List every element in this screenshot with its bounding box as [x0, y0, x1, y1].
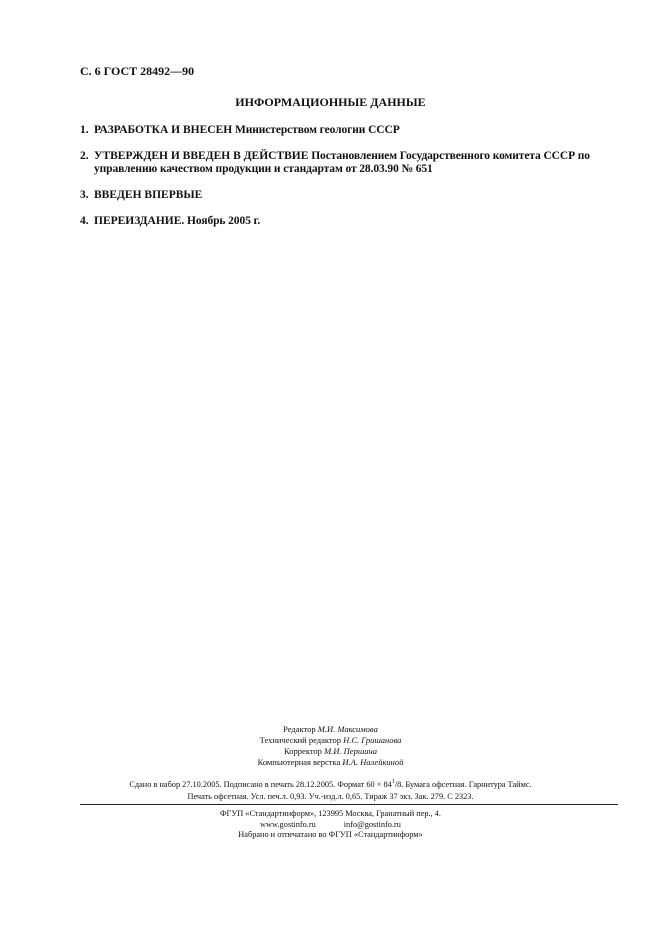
format-numerator: 1	[391, 779, 395, 785]
item-number: 1.	[80, 124, 89, 136]
credit-line	[0, 757, 661, 768]
print-imprint	[0, 776, 661, 803]
info-item-development	[80, 124, 620, 137]
publisher-info	[0, 809, 661, 841]
credit-name: И.А. Налейкиной	[342, 757, 404, 767]
editorial-credits	[0, 724, 661, 768]
credit-role: Редактор	[283, 724, 316, 734]
credit-line	[0, 724, 661, 735]
credit-line	[0, 735, 661, 746]
item-lead: ВВЕДЕН ВПЕРВЫЕ	[94, 189, 203, 201]
item-number: 3.	[80, 189, 89, 201]
imprint-text: . Бумага офсетная. Гарнитура Таймс.	[401, 780, 532, 789]
credit-role: Компьютерная верстка	[257, 757, 341, 767]
page-header: С. 6 ГОСТ 28492—90	[80, 64, 195, 78]
credit-name: Н.С. Гришанова	[343, 735, 402, 745]
credit-name: М.И. Першина	[324, 746, 377, 756]
divider	[80, 804, 618, 805]
item-text: Ноябрь 2005 г.	[184, 215, 261, 227]
format-denominator: /8	[394, 780, 402, 789]
credit-role: Корректор	[284, 746, 322, 756]
item-number: 2.	[80, 150, 89, 162]
item-text: Министерством геологии СССР	[232, 124, 400, 136]
info-item-first-introduced	[80, 189, 620, 202]
credit-line	[0, 746, 661, 757]
credit-role: Технический редактор	[259, 735, 341, 745]
item-lead: ПЕРЕИЗДАНИЕ.	[94, 215, 185, 227]
item-lead: УТВЕРЖДЕН И ВВЕДЕН В ДЕЙСТВИЕ	[94, 150, 309, 162]
section-title: ИНФОРМАЦИОННЫЕ ДАННЫЕ	[235, 95, 426, 109]
publisher-address: ФГУП «Стандартинформ», 123995 Москва, Гранатный пер., 4.	[220, 809, 441, 818]
credit-name: М.И. Максимова	[317, 724, 378, 734]
item-number: 4.	[80, 215, 89, 227]
info-item-approval	[80, 150, 620, 176]
info-item-reissue	[80, 215, 620, 228]
imprint-text: Сдано в набор 27.10.2005. Подписано в печать 28.12.2005. Формат 60 × 84	[129, 780, 392, 789]
imprint-line-2: Печать офсетная. Усл. печ.л. 0,93. Уч.-изд.л. 0,65. Тираж 37 экз. Зак. 279. С 2323.	[187, 792, 474, 801]
publisher-printed: Набрано и отпечатано во ФГУП «Стандартинформ»	[238, 830, 423, 839]
item-text: Постановлением Государственного комитета СССР по управлению качеством продукции и стандартам от 28.03.90 № 651	[94, 150, 590, 175]
item-lead: РАЗРАБОТКА И ВНЕСЕН	[94, 124, 233, 136]
info-list	[80, 124, 620, 228]
publisher-contacts	[0, 820, 661, 831]
publisher-website: www.gostinfo.ru	[260, 819, 316, 829]
publisher-email: info@gostinfo.ru	[343, 819, 401, 829]
imprint-line-1	[0, 776, 661, 791]
